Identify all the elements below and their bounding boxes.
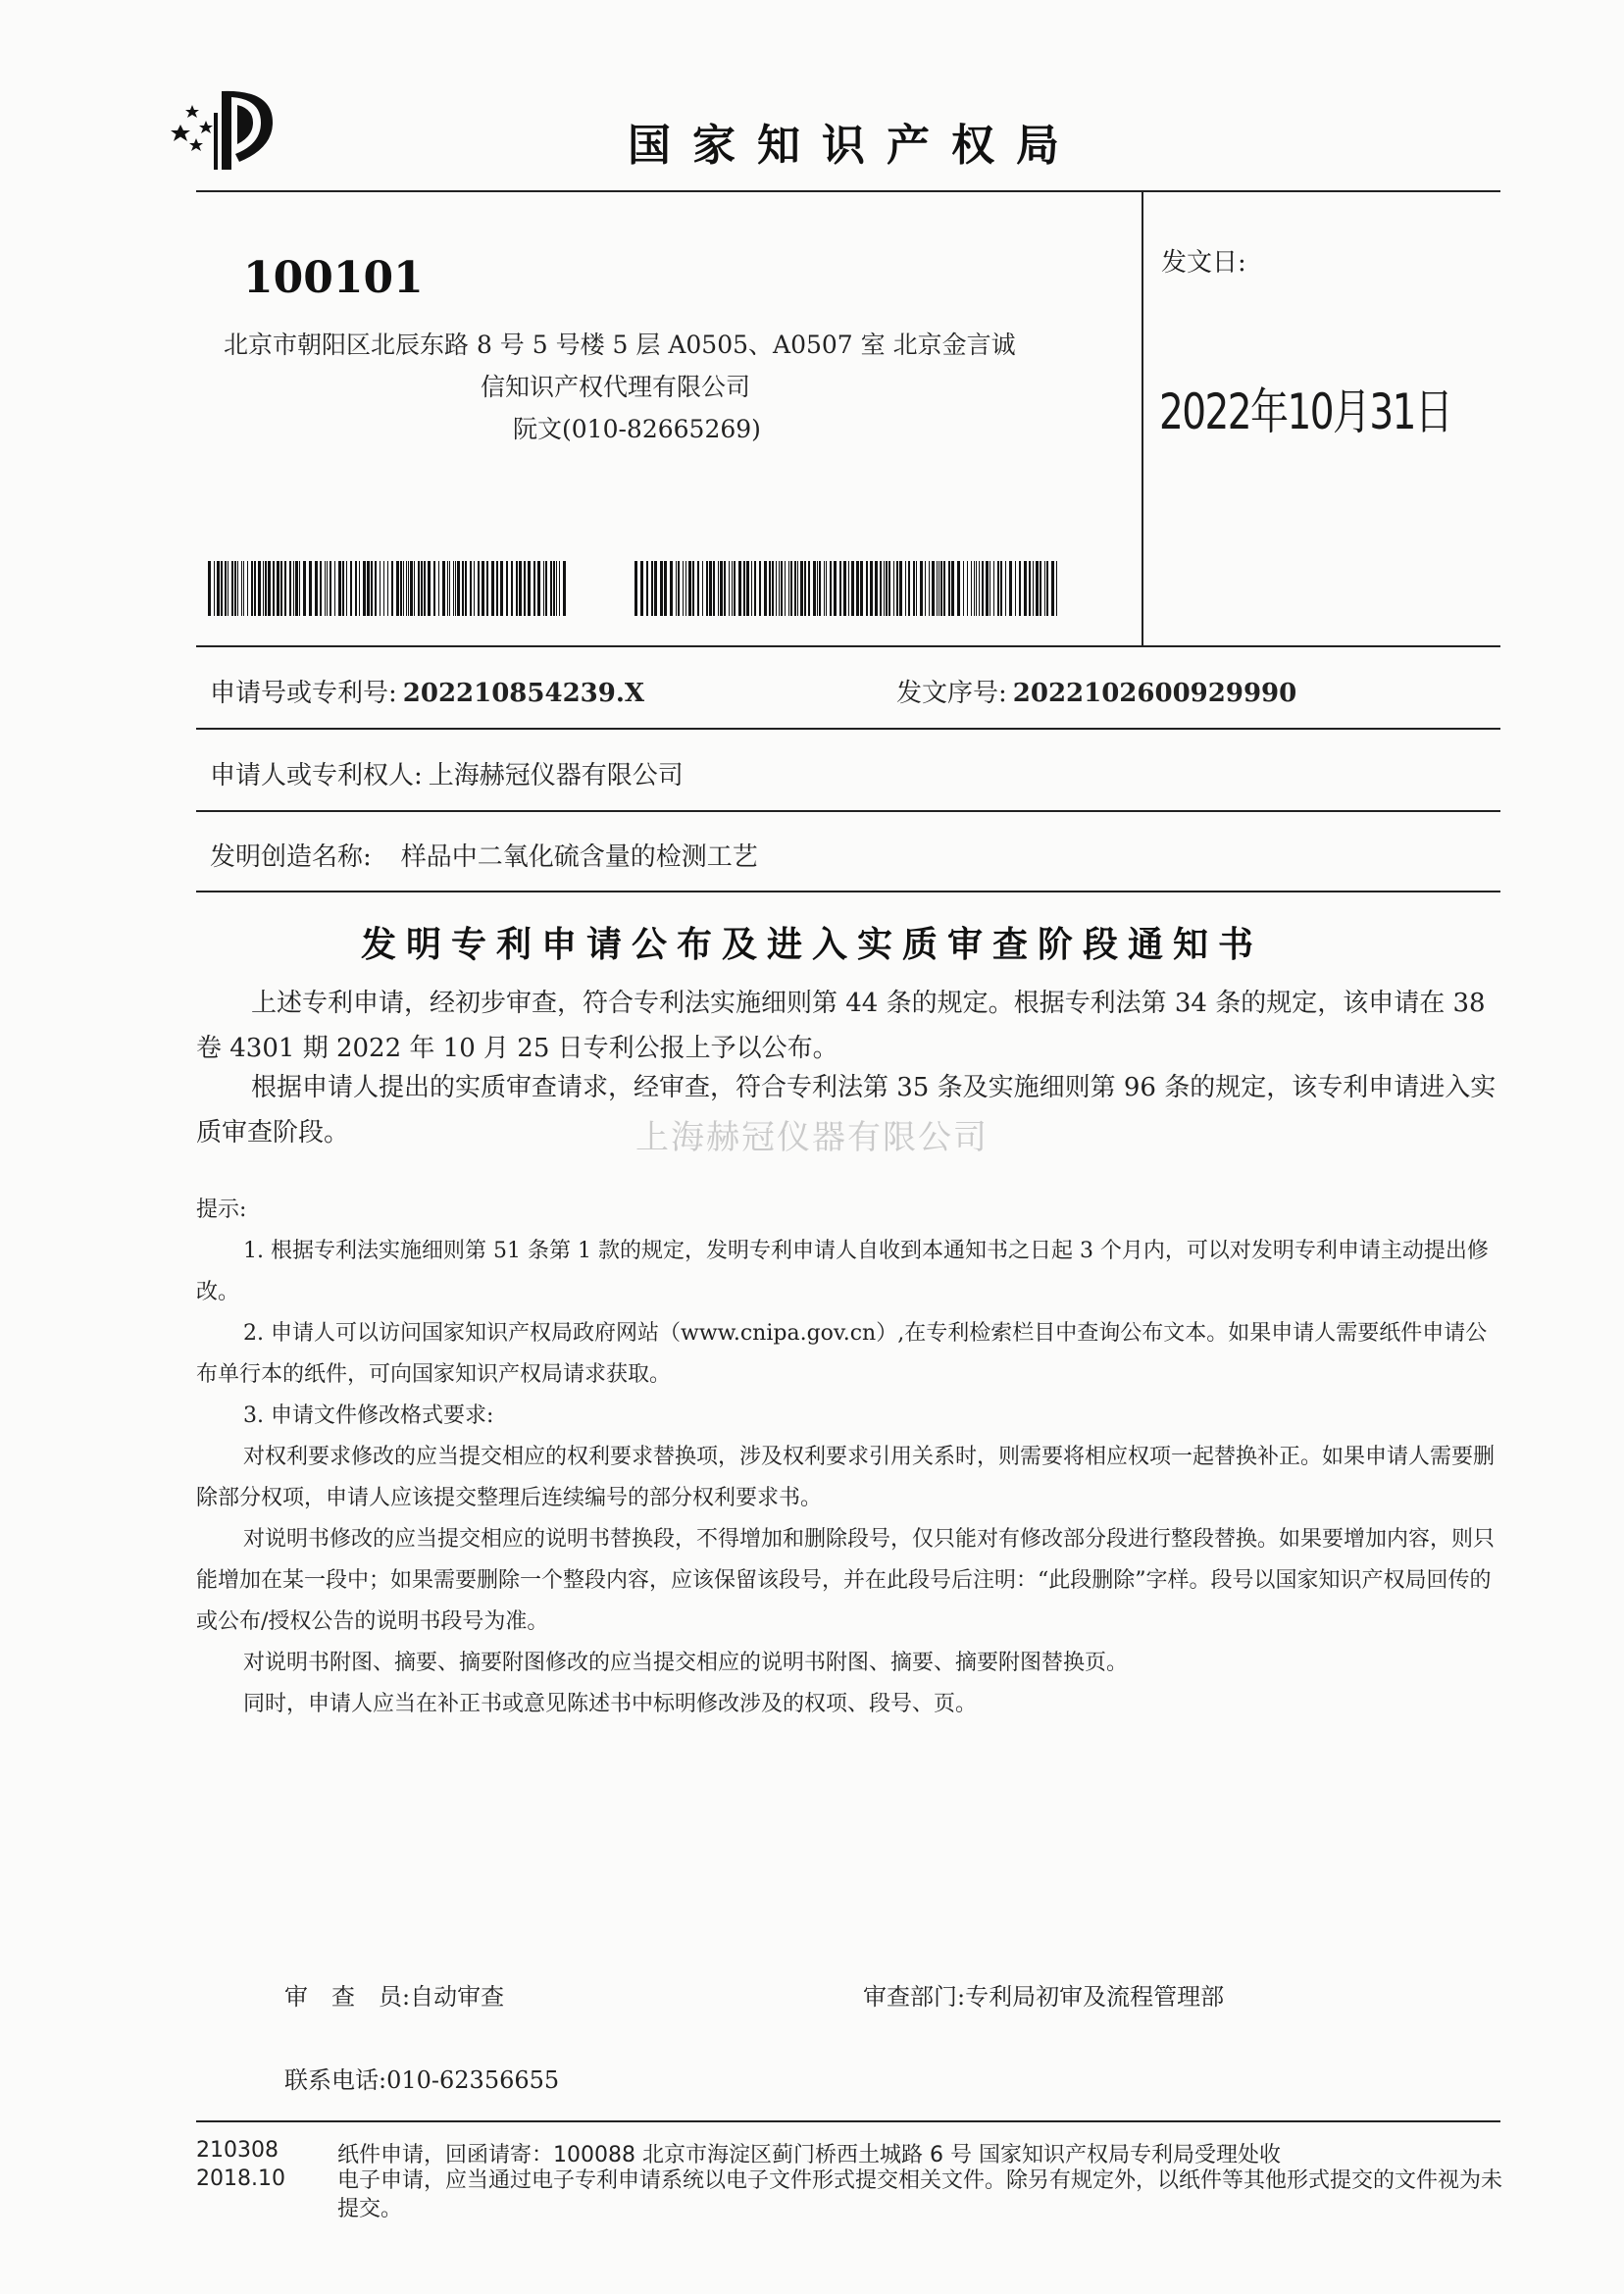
form-date: 2018.10 xyxy=(196,2167,285,2191)
form-code: 210308 xyxy=(196,2138,279,2163)
fields-rule-2 xyxy=(196,728,1500,730)
fields-rule-bottom xyxy=(196,891,1500,892)
dispatch-date: 2022年10月31日 xyxy=(1159,383,1452,440)
footer-electronic-line: 电子申请，应当通过电子专利申请系统以电子文件形式提交相关文件。除另有规定外，以纸件等其他形式提交的文件视为未提交。 xyxy=(337,2168,1503,2221)
serial-no-field xyxy=(896,673,1296,709)
header-rule xyxy=(196,190,1500,192)
applicant-label: 申请人或专利权人: xyxy=(210,761,423,790)
fields-rule-3 xyxy=(196,810,1500,812)
application-no-field xyxy=(210,673,644,709)
recipient-contact: 阮文(010-82665269) xyxy=(513,415,761,443)
recipient-address-line1: 北京市朝阳区北辰东路 8 号 5 号楼 5 层 A0505、A0507 室 北京金言诚 xyxy=(224,331,1016,359)
tip-item-3d: 同时，申请人应当在补正书或意见陈述书中标明修改涉及的权项、段号、页。 xyxy=(243,1692,978,1716)
footer-rule xyxy=(196,2120,1500,2122)
barcode-left xyxy=(208,561,567,616)
cnipa-logo xyxy=(167,83,284,172)
serial-no: 2022102600929990 xyxy=(1012,679,1297,708)
department-field xyxy=(863,1977,1224,2012)
invention-title: 样品中二氧化硫含量的检测工艺 xyxy=(400,842,758,872)
invention-field xyxy=(210,837,758,873)
notice-paragraph-2: 根据申请人提出的实质审查请求，经审查，符合专利法第 35 条及实施细则第 96 条的规定，该专利申请进入实质审查阶段。 xyxy=(196,1073,1497,1147)
tips-label: 提示: xyxy=(196,1198,247,1222)
tip-item-2: 2. 申请人可以访问国家知识产权局政府网站（www.cnipa.gov.cn）,在专利检索栏目中查询公布文本。如果申请人需要纸件申请公布单行本的纸件，可向国家知识产权局请求获取。 xyxy=(196,1321,1488,1387)
tip-item-1: 1. 根据专利法实施细则第 51 条第 1 款的规定，发明专利申请人自收到本通知书之日起 3 个月内，可以对发明专利申请主动提出修改。 xyxy=(196,1239,1489,1304)
header-divider xyxy=(1142,192,1143,645)
office-name: 国家知识产权局 xyxy=(628,121,1081,171)
examiner-label: 审 查 员: xyxy=(284,1983,411,2011)
phone-field xyxy=(284,2061,559,2095)
phone: 010-62356655 xyxy=(386,2066,560,2094)
examiner-field xyxy=(284,1977,504,2012)
barcode-right xyxy=(634,561,1058,616)
serial-no-label: 发文序号: xyxy=(896,679,1007,708)
notice-paragraph-1: 上述专利申请，经初步审查，符合专利法实施细则第 44 条的规定。根据专利法第 34 条的规定，该申请在 38 卷 4301 期 2022 年 10 月 25 日专利公报上予以公布。 xyxy=(196,989,1486,1063)
department-label: 审查部门: xyxy=(863,1983,966,2011)
invention-label: 发明创造名称: xyxy=(210,842,372,872)
tip-item-3: 3. 申请文件修改格式要求: xyxy=(243,1403,494,1428)
footer-paper-line: 纸件申请，回函请寄：100088 北京市海淀区蓟门桥西土城路 6 号 国家知识产权局专利局受理处收 xyxy=(337,2143,1281,2167)
fields-rule-top xyxy=(196,645,1500,647)
tip-item-3b: 对说明书修改的应当提交相应的说明书替换段，不得增加和删除段号，仅只能对有修改部分段进行整段替换。如果要增加内容，则只能增加在某一段中；如果需要删除一个整段内容，应该保留该段号，并在此段号后注明：“此段删除”字样。段号以国家知识产权局回传的或公布/授权公告的说明书段号为准。 xyxy=(196,1527,1496,1634)
examiner: 自动审查 xyxy=(410,1983,505,2011)
tip-item-3a: 对权利要求修改的应当提交相应的权利要求替换项，涉及权利要求引用关系时，则需要将相应权项一起替换补正。如果申请人需要删除部分权项，申请人应该提交整理后连续编号的部分权利要求书。 xyxy=(196,1445,1496,1510)
tips-section xyxy=(196,1190,1500,1725)
recipient-address-line2: 信知识产权代理有限公司 xyxy=(481,373,751,401)
tip-item-3c: 对说明书附图、摘要、摘要附图修改的应当提交相应的说明书附图、摘要、摘要附图替换页。 xyxy=(243,1651,1129,1675)
dispatch-date-label: 发文日: xyxy=(1161,248,1246,278)
application-no: 202210854239.X xyxy=(402,679,645,708)
applicant-field xyxy=(210,755,684,791)
company-watermark: 上海赫冠仪器有限公司 xyxy=(635,1118,989,1157)
phone-label: 联系电话: xyxy=(284,2066,387,2094)
department: 专利局初审及流程管理部 xyxy=(965,1983,1225,2011)
postal-code: 100101 xyxy=(243,253,424,303)
application-no-label: 申请号或专利号: xyxy=(210,679,397,708)
notice-title: 发明专利申请公布及进入实质审查阶段通知书 xyxy=(360,925,1263,965)
applicant: 上海赫冠仪器有限公司 xyxy=(428,761,684,790)
